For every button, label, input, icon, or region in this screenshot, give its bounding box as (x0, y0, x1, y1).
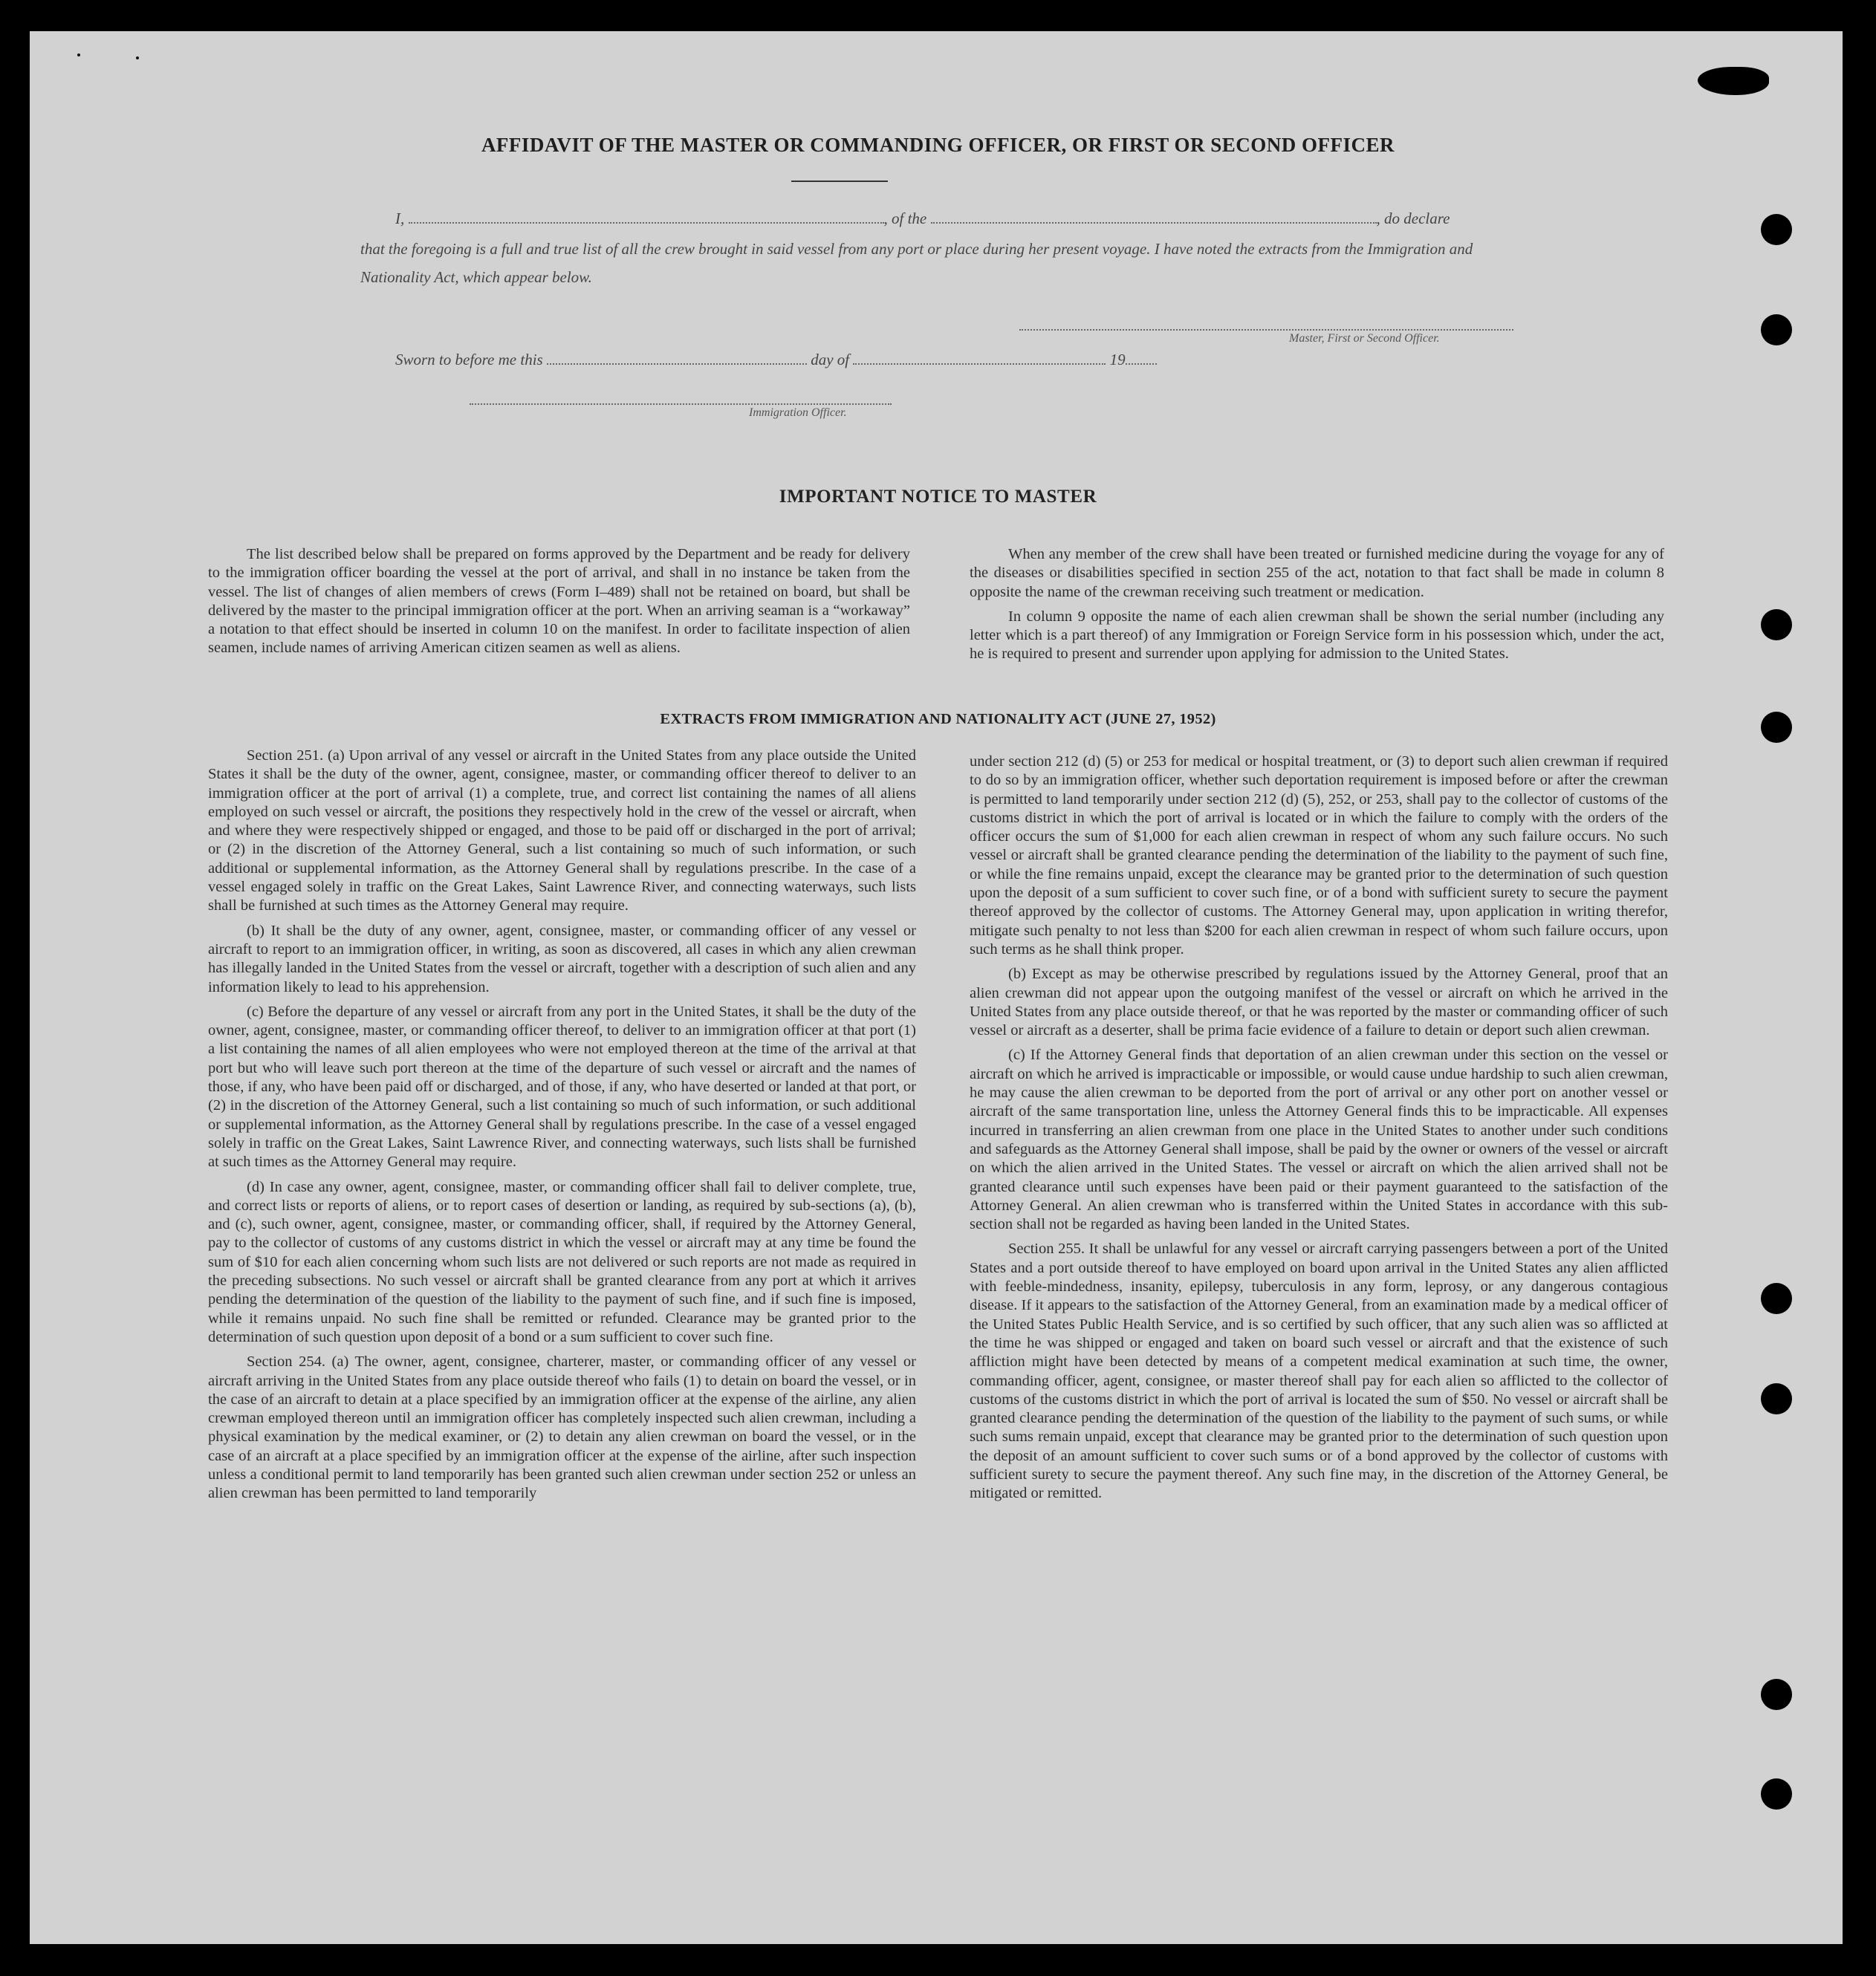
scan-speck (77, 53, 80, 56)
extract-section-251b: (b) It shall be the duty of any owner, agent, consignee, master, or commanding officer of any vessel or aircraft to report to an immigration officer, in writing, as soon as discovered, all cases in which any alien crewman has illegally landed in the United States from the vessel or aircraft, together with a description of such alien and any information likely to lead to his apprehension. (208, 922, 916, 995)
ink-blot (1698, 67, 1769, 95)
affidavit-statement: that the foregoing is a full and true list of all the crew brought in said vessel from any port or place during her present voyage. I have noted the extracts from the Immigration and Nationality Act, which appear below. (360, 240, 1473, 286)
declaration-line (395, 209, 1517, 228)
punch-hole (1761, 1383, 1792, 1414)
affidavit-title: AFFIDAVIT OF THE MASTER OR COMMANDING OFFICER, OR FIRST OR SECOND OFFICER (481, 134, 1395, 156)
sworn-month-field[interactable] (853, 363, 1106, 365)
master-signature-line[interactable] (1019, 329, 1513, 331)
notice-title: IMPORTANT NOTICE TO MASTER (779, 487, 1097, 507)
master-signature-caption: Master, First or Second Officer. (1289, 332, 1440, 345)
sworn-day-field[interactable] (547, 363, 807, 365)
title-divider (791, 181, 888, 182)
extract-section-254c: (c) If the Attorney General finds that deportation of an alien crewman under this section on the vessel or aircraft on which he arrived is impracticable or impossible, or would cause undue hardship to such alien crewman, he may cause the alien crewman to be deported from the port of arrival or any other port on another vessel or aircraft of the same transportation line, unless the Attorney General finds this to be impracticable. All expenses incurred in transferring an alien crewman from one place in the United States to another under such conditions and safeguards as the Attorney General shall impose, shall be paid by the owner or owners of the vessel or aircraft on which the alien arrived in the United States. The vessel or aircraft on which the alien arrived shall not be granted clearance until such expenses have been paid or their payment guaranteed to the satisfaction of the Attorney General. An alien crewman who is transferred within the United States in accordance with this sub-section shall not be regarded as having been landed in the United States. (970, 1047, 1668, 1233)
extract-section-254a: Section 254. (a) The owner, agent, consignee, charterer, master, or commanding officer of any vessel or aircraft arriving in the United States from any place outside thereof who fails (1) to detain on board the vessel, or in the case of an aircraft to detain at a place specified by an immigration officer at the expense of the airline, any alien crewman employed thereon until an immigration officer has completely inspected such alien crewman, including a physical examination by the medical examiner, or (2) to detain any alien crewman on board the vessel, or in the case of an aircraft at a place specified by an immigration officer at the expense of the airline, after such inspection unless a conditional permit to land temporarily has been granted such alien crewman under section 252 or unless an alien crewman has been permitted to land temporarily (208, 1353, 916, 1502)
notice-paragraph: When any member of the crew shall have been treated or furnished medicine during the voyage for any of the diseases or disabilities specified in section 255 of the act, notation to that fact shall be made in column 8 opposite the name of the crewman receiving such treatment or medication. (970, 546, 1664, 600)
punch-hole (1761, 1283, 1792, 1314)
extract-section-254a-continued: under section 212 (d) (5) or 253 for medical or hospital treatment, or (3) to deport such alien crewman if required to do so by an immigration officer, whether such deportation requirement is imposed before or after the crewman is permitted to land temporarily under section 212 (d) (5), 252, or 253, shall pay to the collector of customs of the customs district in which the port of arrival is located or in which the failure to comply with the orders of the officer occurs the sum of $1,000 for each alien crewman in respect of whom any such failure occurs. No such vessel or aircraft shall be granted clearance pending the determination of the liability to the payment of such fine, or while the fine remains unpaid, except the clearance may be granted prior to the determination of such question upon the deposit of a sum sufficient to cover such fine, or of a bond with sufficient surety to secure the payment thereof approved by the collector of customs. The Attorney General may, upon application in writing therefor, mitigate such penalty to not less than $200 for each alien crewman in respect of whom such failure occurs, upon such terms as he shall think proper. (970, 753, 1668, 958)
punch-hole (1761, 609, 1792, 640)
immigration-officer-caption: Immigration Officer. (749, 406, 847, 419)
punch-hole (1761, 214, 1792, 245)
notice-left-column (208, 545, 910, 664)
notice-paragraph: In column 9 opposite the name of each alien crewman shall be shown the serial number (including any letter which is a part thereof) of any Immigration or Foreign Service form in his possession which, under the act, he is required to present and surrender upon applying for admission to the United States. (970, 608, 1664, 663)
notice-right-column (970, 545, 1664, 670)
i-label: I, (395, 209, 405, 227)
of-the-label: , of the (883, 209, 927, 227)
extracts-left-column (208, 747, 916, 1509)
immigration-officer-signature-line[interactable] (470, 403, 892, 405)
day-of-label: day of (811, 351, 850, 368)
extract-section-251a: Section 251. (a) Upon arrival of any vessel or aircraft in the United States from any place outside the United States it shall be the duty of the owner, agent, consignee, master, or commanding officer thereof to deliver to an immigration officer at the port of arrival (1) a complete, true, and correct list containing the names of all aliens employed on such vessel or aircraft, the positions they respectively hold in the crew of the vessel or aircraft, when and where they were respectively shipped or engaged, and those to be paid off or discharged in the port of arrival; or (2) in the discretion of the Attorney General, such a list containing so much of such information, or such additional or supplemental information, as the Attorney General shall by regulations prescribe. In the case of a vessel engaged solely in traffic on the Great Lakes, Saint Lawrence River, and connecting waterways, such lists shall be furnished at such times as the Attorney General may require. (208, 747, 916, 914)
punch-hole (1761, 1778, 1792, 1810)
name-field[interactable] (409, 221, 884, 224)
punch-hole (1761, 314, 1792, 345)
extract-section-251d: (d) In case any owner, agent, consignee, master, or commanding officer shall fail to deliver complete, true, and correct lists or reports of aliens, or to report cases of desertion or landing, as required by sub-sections (a), (b), and (c), such owner, agent, consignee, master, or commanding officer, shall, if required by the Attorney General, pay to the collector of customs of any customs district in which the vessel or aircraft may at any time be found the sum of $10 for each alien concerning whom such lists are not delivered or such reports are not made as required in the preceding subsections. No such vessel or aircraft shall be granted clearance from any port at which it arrives pending the determination of the question of the liability to the payment of such fine, and if such fine is imposed, while it remains unpaid. No such fine shall be remitted or refunded. Clearance may be granted prior to the determination of such question upon deposit of a bond or a sum sufficient to cover such fine. (208, 1178, 916, 1345)
vessel-field[interactable] (931, 221, 1377, 224)
notice-paragraph: The list described below shall be prepared on forms approved by the Department and be ready for delivery to the immigration officer boarding the vessel at the port of arrival, and shall in no instance be taken from the vessel. The list of changes of alien members of crews (Form I–489) shall not be retained on board, but shall be delivered by the master to the principal immigration officer at the port. When an arriving seaman is a “workaway” a notation to that effect should be inserted in column 10 on the manifest. In order to facilitate inspection of alien seamen, include names of arriving American citizen seamen as well as aliens. (208, 546, 910, 657)
scan-speck (136, 56, 139, 59)
sworn-year-field[interactable] (1126, 363, 1157, 365)
extracts-title: EXTRACTS FROM IMMIGRATION AND NATIONALITY ACT (JUNE 27, 1952) (660, 711, 1216, 727)
extract-section-255: Section 255. It shall be unlawful for any vessel or aircraft carrying passengers between a port of the United States and a port outside thereof to have employed on board upon arrival in the United States any alien afflicted with feeble-mindedness, insanity, epilepsy, tuberculosis in any form, leprosy, or any dangerous contagious disease. If it appears to the satisfaction of the Attorney General, from an examination made by a medical officer of the United States Public Health Service, and is so certified by such officer, that any such alien was so afflicted at the time he was shipped or engaged and taken on board such vessel or aircraft and that the existence of such affliction might have been detected by means of a competent medical examination at such time, the owner, commanding officer, agent, consignee, or master thereof shall pay for each alien so afflicted to the collector of customs of the customs district in which the port of arrival is located the sum of $50. No vessel or aircraft shall be granted clearance pending the determination of the question of the liability to the payment of such sums, or while such sums remain unpaid, except that clearance may be granted prior to the determination of such question upon the deposit of an amount sufficient to cover such sums or of a bond approved by the collector of customs with sufficient surety to secure the payment thereof. Any such fine may, in the discretion of the Attorney General, be mitigated or remitted. (970, 1241, 1668, 1502)
extract-section-251c: (c) Before the departure of any vessel or aircraft from any port in the United States, it shall be the duty of the owner, agent, consignee, master, or commanding officer thereof, to deliver to an immigration officer at that port (1) a list containing the names of all alien employees who were not employed thereon at the time of the arrival at that port but who will leave such port thereon at the time of the departure of such vessel or aircraft and the names of those, if any, who have been paid off or discharged, and of those, if any, who have deserted or landed at that port, or (2) in the discretion of the Attorney General, such a list containing so much of such information, or such additional or supplemental information, as the Attorney General shall by regulations prescribe. In the case of a vessel engaged solely in traffic on the Great Lakes, Saint Lawrence River, and connecting waterways, such lists shall be furnished at such times as the Attorney General may require. (208, 1003, 916, 1171)
sworn-line (395, 351, 1250, 369)
year-label: 19 (1109, 351, 1126, 368)
declare-label: , do declare (1376, 209, 1450, 227)
extracts-right-column (970, 753, 1668, 1509)
extract-section-254b: (b) Except as may be otherwise prescribed by regulations issued by the Attorney General, proof that an alien crewman did not appear upon the outgoing manifest of the vessel or aircraft on which he arrived in the United States from any place outside thereof, or that he was reported by the master or commanding officer of such vessel or aircraft as a deserter, shall be prima facie evidence of a failure to detain or deport such alien crewman. (970, 966, 1668, 1039)
punch-hole (1761, 1679, 1792, 1710)
sworn-label: Sworn to before me this (395, 351, 543, 368)
